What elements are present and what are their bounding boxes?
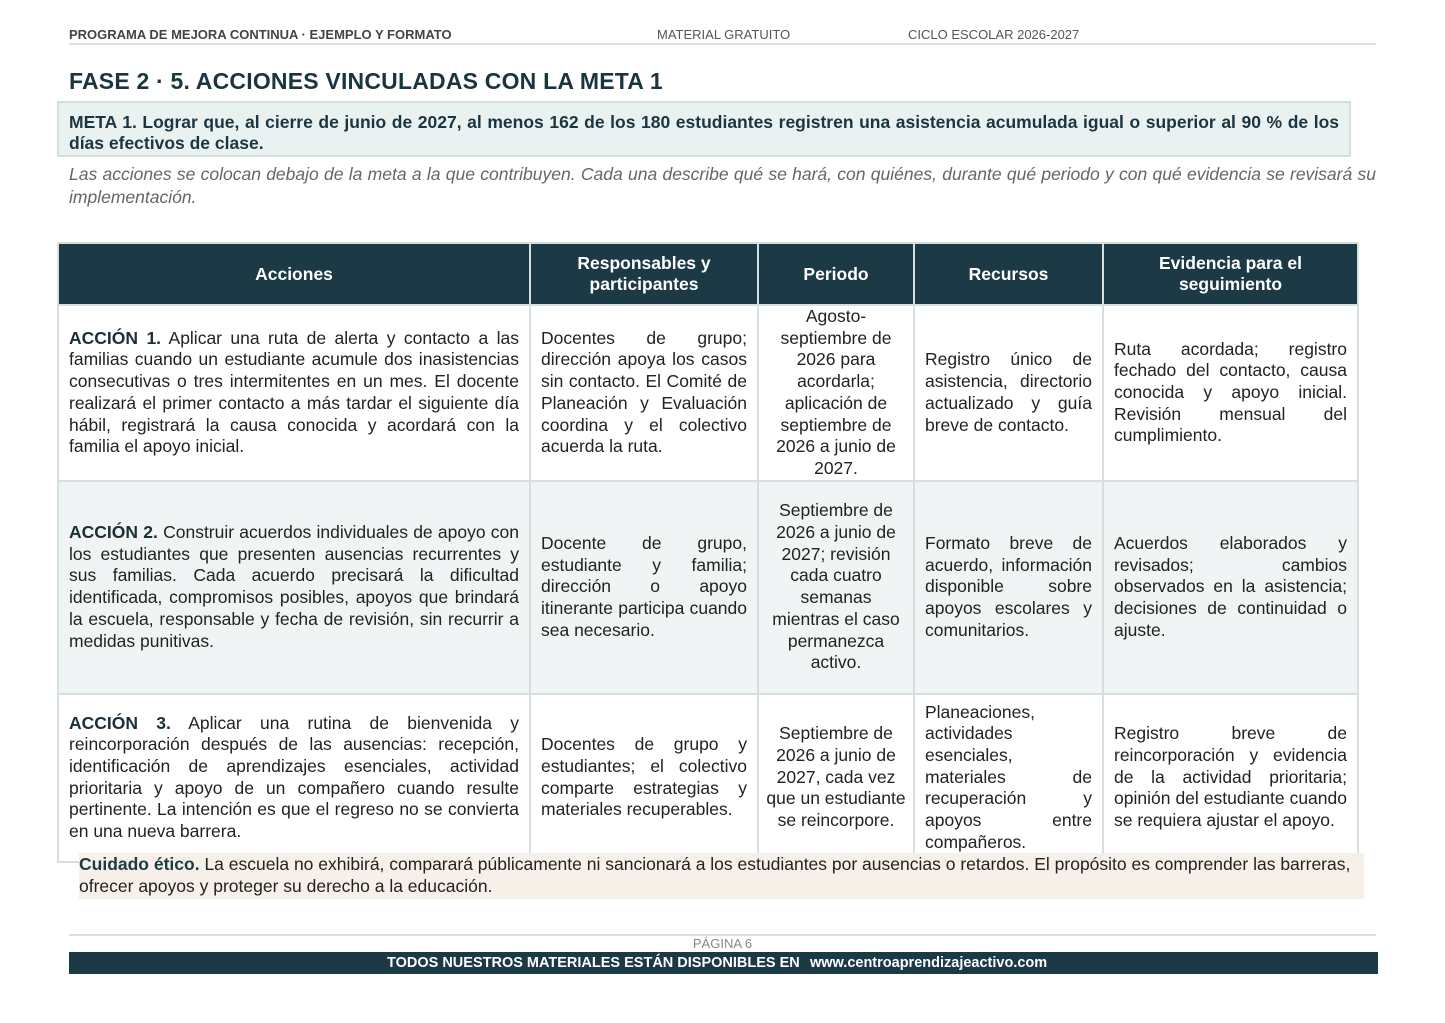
page-header bbox=[69, 27, 1376, 45]
action-text: Aplicar una rutina de bienvenida y reincorporación después de las ausencias: recepción, identificación de aprendizajes esenciales, actividad prioritaria y apoyo de un compañero cuando resulte pertinente. La intención es que el regreso no se convierta en una nueva barrera. bbox=[69, 712, 519, 842]
header-school-cycle: CICLO ESCOLAR 2026-2027 bbox=[908, 27, 1080, 42]
goal-box: META 1. Lograr que, al cierre de junio de 2027, al menos 162 de los 180 estudiantes registren una asistencia acumulada igual o superior al 90 % de los días efectivos de clase. bbox=[57, 101, 1351, 157]
action-cell bbox=[58, 305, 530, 481]
ethical-care-text: La escuela no exhibirá, comparará públicamente ni sancionará a los estudiantes por ausencias o retardos. El propósito es comprender las barreras, ofrecer apoyos y proteger su derecho a la educación. bbox=[79, 854, 1351, 896]
evidencia-cell: Registro breve de reincorporación y evidencia de la actividad prioritaria; opinión del estudiante cuando se requiera ajustar el apoyo. bbox=[1103, 694, 1358, 862]
footer-banner-url[interactable]: www.centroaprendizajeactivo.com bbox=[810, 955, 1048, 971]
responsables-cell: Docentes de grupo; dirección apoya los casos sin contacto. El Comité de Planeación y Evaluación coordina y el colectivo acuerda la ruta. bbox=[530, 305, 758, 481]
action-text: Aplicar una ruta de alerta y contacto a las familias cuando un estudiante acumule dos inasistencias consecutivas o tres intermitentes en un mes. El docente realizará el primer contacto a más tardar el siguiente día hábil, registrará la causa conocida y acordará con la familia el apoyo inicial. bbox=[69, 327, 519, 457]
instruction-note: Las acciones se colocan debajo de la meta a la que contribuyen. Cada una describe qué se hará, con quiénes, durante qué periodo y con qué evidencia se revisará su implementación. bbox=[69, 164, 1376, 207]
action-cell bbox=[58, 481, 530, 694]
ethical-care-note bbox=[79, 853, 1364, 899]
page-title: FASE 2 · 5. ACCIONES VINCULADAS CON LA META 1 bbox=[69, 68, 663, 94]
recursos-cell: Planeaciones, actividades esenciales, materiales de recuperación y apoyos entre compañeros. bbox=[914, 694, 1103, 862]
column-header-recursos: Recursos bbox=[914, 243, 1103, 305]
responsables-cell: Docentes de grupo y estudiantes; el colectivo comparte estrategias y materiales recuperables. bbox=[530, 694, 758, 862]
column-header-actions: Acciones bbox=[58, 243, 530, 305]
recursos-cell: Formato breve de acuerdo, información disponible sobre apoyos escolares y comunitarios. bbox=[914, 481, 1103, 694]
action-label: ACCIÓN 1. bbox=[69, 327, 162, 348]
header-program: PROGRAMA DE MEJORA CONTINUA · EJEMPLO Y FORMATO bbox=[69, 27, 452, 42]
periodo-cell: Septiembre de 2026 a junio de 2027; revisión cada cuatro semanas mientras el caso permanezca activo. bbox=[758, 481, 914, 694]
actions-table bbox=[57, 242, 1359, 863]
recursos-cell: Registro único de asistencia, directorio actualizado y guía breve de contacto. bbox=[914, 305, 1103, 481]
header-free-material: MATERIAL GRATUITO bbox=[657, 27, 791, 42]
table-header-row bbox=[58, 243, 1358, 305]
ethical-care-label: Cuidado ético. bbox=[79, 854, 200, 874]
action-text: Construir acuerdos individuales de apoyo con los estudiantes que presenten ausencias recurrentes y sus familias. Cada acuerdo precisará la dificultad identificada, compromisos posibles, apoyos que brindará la escuela, responsable y fecha de revisión, sin recurrir a medidas punitivas. bbox=[69, 522, 520, 651]
responsables-cell: Docente de grupo, estudiante y familia; dirección o apoyo itinerante participa cuando sea necesario. bbox=[530, 481, 758, 694]
action-label: ACCIÓN 2. bbox=[69, 522, 158, 543]
footer-banner bbox=[69, 952, 1378, 974]
evidencia-cell: Acuerdos elaborados y revisados; cambios observados en la asistencia; decisiones de continuidad o ajuste. bbox=[1103, 481, 1358, 694]
periodo-cell: Septiembre de 2026 a junio de 2027, cada vez que un estudiante se reincorpore. bbox=[758, 694, 914, 862]
page-number: PÁGINA 6 bbox=[692, 936, 753, 951]
evidencia-cell: Ruta acordada; registro fechado del contacto, causa conocida y apoyo inicial. Revisión mensual del cumplimiento. bbox=[1103, 305, 1358, 481]
table-row bbox=[58, 481, 1358, 694]
table-row bbox=[58, 694, 1358, 862]
column-header-evidencia: Evidencia para el seguimiento bbox=[1103, 243, 1358, 305]
column-header-periodo: Periodo bbox=[758, 243, 914, 305]
table-row bbox=[58, 305, 1358, 481]
periodo-cell: Agosto-septiembre de 2026 para acordarla; aplicación de septiembre de 2026 a junio de 2027. bbox=[758, 305, 914, 481]
footer-banner-text: TODOS NUESTROS MATERIALES ESTÁN DISPONIBLES EN bbox=[387, 955, 800, 971]
action-label: ACCIÓN 3. bbox=[69, 712, 171, 733]
column-header-responsables: Responsables y participantes bbox=[530, 243, 758, 305]
action-cell bbox=[58, 694, 530, 862]
